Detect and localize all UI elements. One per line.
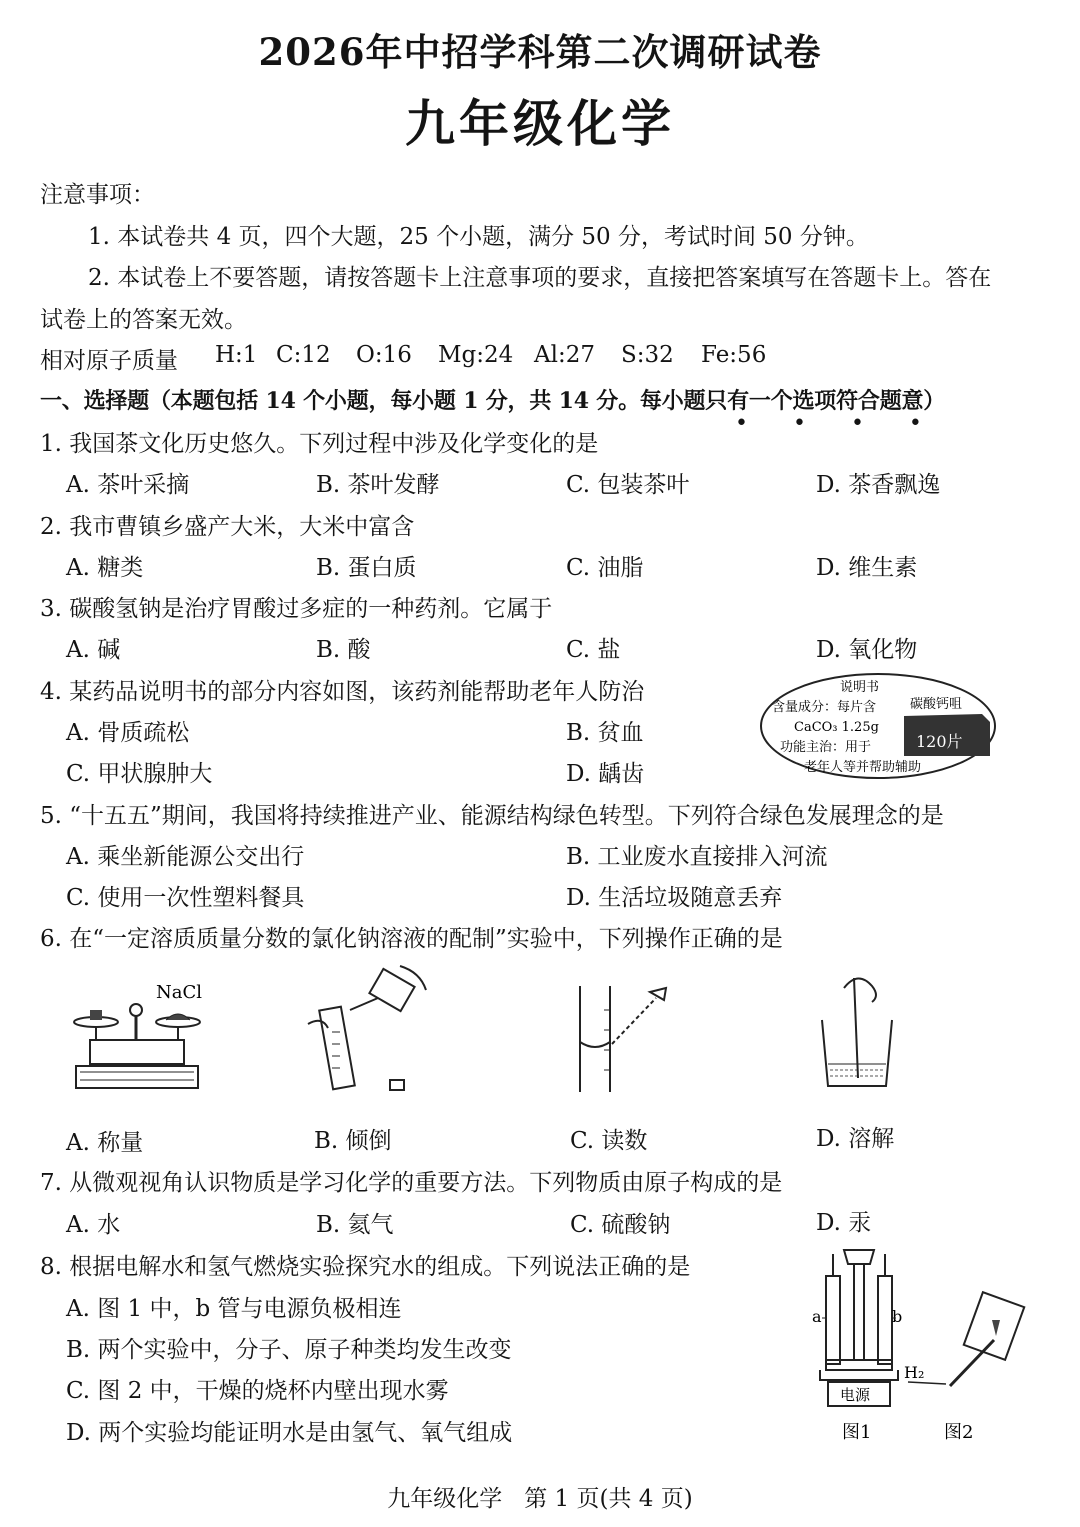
exam-subject: 九年级化学 <box>405 94 675 153</box>
medicine-label-line3: 功能主治：用于 <box>780 740 872 755</box>
medicine-label-title: 说明书 <box>840 680 880 695</box>
question-6-option-d[interactable]: D. 溶解 <box>816 1126 895 1152</box>
atomic-mass-al: Al:27 <box>534 342 595 368</box>
question-1-option-a[interactable]: A. 茶叶采摘 <box>66 472 190 498</box>
figure-2-label: 图2 <box>944 1422 974 1443</box>
question-8-stem: 8. 根据电解水和氢气燃烧实验探究水的组成。下列说法正确的是 <box>40 1254 691 1280</box>
medicine-label-line2: CaCO₃ 1.25g <box>794 720 879 735</box>
medicine-label-line4: 老年人等并帮助辅助 <box>804 760 922 775</box>
atomic-mass-c: C:12 <box>276 342 331 368</box>
question-3-option-c[interactable]: C. 盐 <box>566 637 621 663</box>
medicine-box-name: 碳酸钙咀 <box>910 697 963 712</box>
question-4-option-d[interactable]: D. 龋齿 <box>566 761 645 787</box>
notice-item-2: 2. 本试卷上不要答题，请按答题卡上注意事项的要求，直接把答案填写在答题卡上。答在 <box>88 265 992 291</box>
question-7-option-a[interactable]: A. 水 <box>66 1212 121 1238</box>
question-3-option-d[interactable]: D. 氧化物 <box>816 637 918 663</box>
atomic-mass-fe: Fe:56 <box>701 342 767 368</box>
question-6-option-a[interactable]: A. 称量 <box>66 1130 144 1156</box>
question-3-option-b[interactable]: B. 酸 <box>316 637 371 663</box>
medicine-label-line1: 含量成分：每片含 <box>772 700 877 715</box>
question-5-stem: 5. “十五五”期间，我国将持续推进产业、能源结构绿色转型。下列符合绿色发展理念的是 <box>40 803 944 829</box>
section-1-heading: 一、选择题（本题包括 14 个小题，每小题 1 分，共 14 分。每小题只有一个选项符合题意） <box>40 388 946 414</box>
question-2-stem: 2. 我市曹镇乡盛产大米，大米中富含 <box>40 514 415 540</box>
question-8-option-d[interactable]: D. 两个实验均能证明水是由氢气、氧气组成 <box>66 1420 513 1446</box>
question-8-option-a[interactable]: A. 图 1 中，b 管与电源负极相连 <box>66 1296 402 1322</box>
tube-a-label: a <box>812 1307 822 1326</box>
question-4-option-a[interactable]: A. 骨质疏松 <box>66 720 190 746</box>
atomic-mass-mg: Mg:24 <box>438 342 514 368</box>
figure-1-label: 图1 <box>842 1422 872 1443</box>
question-5-option-c[interactable]: C. 使用一次性塑料餐具 <box>66 885 305 911</box>
dissolving-beaker-figure <box>814 966 914 1096</box>
medicine-label-figure <box>758 670 1000 782</box>
question-5-option-d[interactable]: D. 生活垃圾随意丢弃 <box>566 885 783 911</box>
notice-heading: 注意事项： <box>40 182 155 208</box>
question-2-option-a[interactable]: A. 糖类 <box>66 555 144 581</box>
question-4-option-c[interactable]: C. 甲状腺肿大 <box>66 761 213 787</box>
question-2-option-c[interactable]: C. 油脂 <box>566 555 644 581</box>
question-6-stem: 6. 在“一定溶质质量分数的氯化钠溶液的配制”实验中，下列操作正确的是 <box>40 926 783 952</box>
medicine-box-count: 120片 <box>916 732 963 751</box>
electrolysis-figure <box>800 1240 1040 1455</box>
question-4-option-b[interactable]: B. 贫血 <box>566 720 644 746</box>
page-footer: 九年级化学 第 1 页(共 4 页) <box>387 1486 693 1512</box>
nacl-label: NaCl <box>156 982 203 1003</box>
question-4-stem: 4. 某药品说明书的部分内容如图，该药剂能帮助老年人防治 <box>40 679 645 705</box>
atomic-mass-o: O:16 <box>356 342 412 368</box>
question-2-option-d[interactable]: D. 维生素 <box>816 555 918 581</box>
balance-scale-figure <box>66 976 206 1096</box>
question-6-option-b[interactable]: B. 倾倒 <box>314 1128 392 1154</box>
question-7-option-d[interactable]: D. 汞 <box>816 1210 872 1236</box>
question-3-stem: 3. 碳酸氢钠是治疗胃酸过多症的一种药剂。它属于 <box>40 596 553 622</box>
question-7-option-c[interactable]: C. 硫酸钠 <box>570 1212 671 1238</box>
atomic-mass-s: S:32 <box>621 342 674 368</box>
question-1-stem: 1. 我国茶文化历史悠久。下列过程中涉及化学变化的是 <box>40 431 599 457</box>
question-8-option-b[interactable]: B. 两个实验中，分子、原子种类均发生改变 <box>66 1337 512 1363</box>
exam-title: 2026年中招学科第二次调研试卷 <box>258 30 822 74</box>
hydrogen-label: H₂ <box>904 1363 925 1382</box>
question-1-option-b[interactable]: B. 茶叶发酵 <box>316 472 440 498</box>
question-3-option-a[interactable]: A. 碱 <box>66 637 121 663</box>
question-1-option-d[interactable]: D. 茶香飘逸 <box>816 472 941 498</box>
question-5-option-b[interactable]: B. 工业废水直接排入河流 <box>566 844 828 870</box>
emphasis-dots: • • • • <box>735 411 941 436</box>
notice-item-2-cont: 试卷上的答案无效。 <box>40 307 247 333</box>
question-6-option-c[interactable]: C. 读数 <box>570 1128 648 1154</box>
tube-b-label: b <box>892 1307 903 1326</box>
question-1-option-c[interactable]: C. 包装茶叶 <box>566 472 690 498</box>
question-7-stem: 7. 从微观视角认识物质是学习化学的重要方法。下列物质由原子构成的是 <box>40 1170 783 1196</box>
power-supply-label: 电源 <box>840 1386 871 1404</box>
question-5-option-a[interactable]: A. 乘坐新能源公交出行 <box>66 844 305 870</box>
pouring-figure <box>304 962 434 1102</box>
reading-cylinder-figure <box>570 980 680 1100</box>
question-7-option-b[interactable]: B. 氦气 <box>316 1212 394 1238</box>
atomic-mass-label: 相对原子质量 <box>40 348 178 374</box>
notice-item-1: 1. 本试卷共 4 页，四个大题，25 个小题，满分 50 分，考试时间 50 分钟。 <box>88 224 869 250</box>
atomic-mass-h: H:1 <box>215 342 258 368</box>
question-8-option-c[interactable]: C. 图 2 中，干燥的烧杯内壁出现水雾 <box>66 1378 449 1404</box>
question-2-option-b[interactable]: B. 蛋白质 <box>316 555 417 581</box>
